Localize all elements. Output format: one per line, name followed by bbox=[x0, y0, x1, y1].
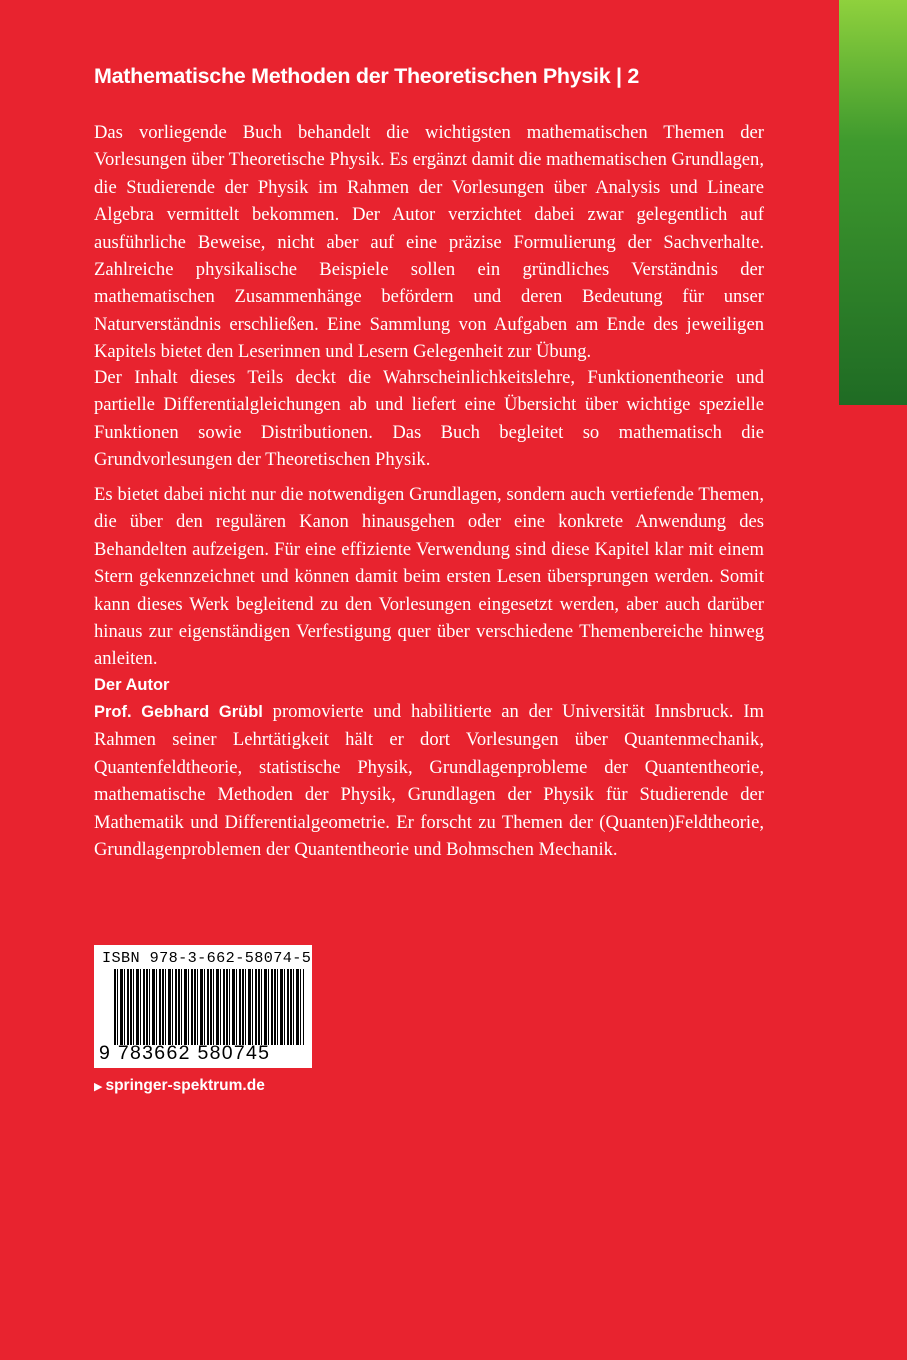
publisher-website[interactable] bbox=[94, 1077, 265, 1095]
author-name: Prof. Gebhard Grübl bbox=[94, 703, 263, 721]
arrow-right-icon: ▶ bbox=[94, 1081, 103, 1093]
barcode-bars bbox=[114, 969, 304, 1045]
barcode-digits: 9 783662 580745 bbox=[99, 1042, 271, 1064]
description-paragraph-2: Der Inhalt dieses Teils deckt die Wahrscheinlichkeitslehre, Funktionentheorie und partielle Differentialgleichungen ab und liefert eine Übersicht über wichtige spezielle Funktionen sowie Distributionen. Das Buch begleitet so mathematisch die Grundvorlesungen der Theoretischen Physik. bbox=[94, 367, 764, 471]
isbn-label: ISBN 978-3-662-58074-5 bbox=[102, 949, 312, 967]
description-paragraph-1: Das vorliegende Buch behandelt die wichtigsten mathematischen Themen der Vorlesungen über Theoretische Physik. Es ergänzt damit die mathematischen Grundlagen, die Studierende der Physik im Rahmen der Vorlesungen über Analysis und Lineare Algebra vermittelt bekommen. Der Autor verzichtet dabei zwar gelegentlich auf ausführliche Beweise, nicht aber auf eine präzise Formulierung der Sachverhalte. Zahlreiche physikalische Beispiele sollen ein gründliches Verständnis der mathematischen Zusammenhänge befördern und deren Bedeutung für unser Naturverständnis erschließen. Eine Sammlung von Aufgaben am Ende des jeweiligen Kapitels bietet den Leserinnen und Lesern Gelegenheit zur Übung. bbox=[94, 122, 764, 363]
barcode bbox=[94, 945, 312, 1068]
author-bio bbox=[94, 698, 764, 863]
green-accent-tab bbox=[839, 0, 907, 405]
book-title: Mathematische Methoden der Theoretischen Physik | 2 bbox=[94, 64, 640, 88]
author-heading: Der Autor bbox=[94, 676, 170, 694]
website-text: springer-spektrum.de bbox=[105, 1077, 265, 1094]
description-paragraph-3: Es bietet dabei nicht nur die notwendigen Grundlagen, sondern auch vertiefende Themen, die über den regulären Kanon hinausgehen oder eine konkrete Anwendung des Behandelten aufzeigen. Für eine effiziente Verwendung sind diese Kapitel klar mit einem Stern gekennzeichnet und können damit beim ersten Lesen übersprungen werden. Somit kann dieses Werk begleitend zu den Vorlesungen eingesetzt werden, aber auch darüber hinaus zur eigenständigen Verfestigung quer über verschiedene Themenbereiche hinweg anleiten. bbox=[94, 484, 764, 670]
author-bio-text: promovierte und habilitierte an der Universität Innsbruck. Im Rahmen seiner Lehrtätigkeit hält er dort Vorlesungen über Quantenmechanik, Quantenfeldtheorie, statistische Physik, Grundlagenprobleme der Quantentheorie, mathematische Methoden der Physik, Grundlagen der Physik für Studierende der Mathematik und Differentialgeometrie. Er forscht zu Themen der (Quanten)Feldtheorie, Grundlagenproblemen der Quantentheorie und Bohmschen Mechanik. bbox=[94, 701, 764, 861]
